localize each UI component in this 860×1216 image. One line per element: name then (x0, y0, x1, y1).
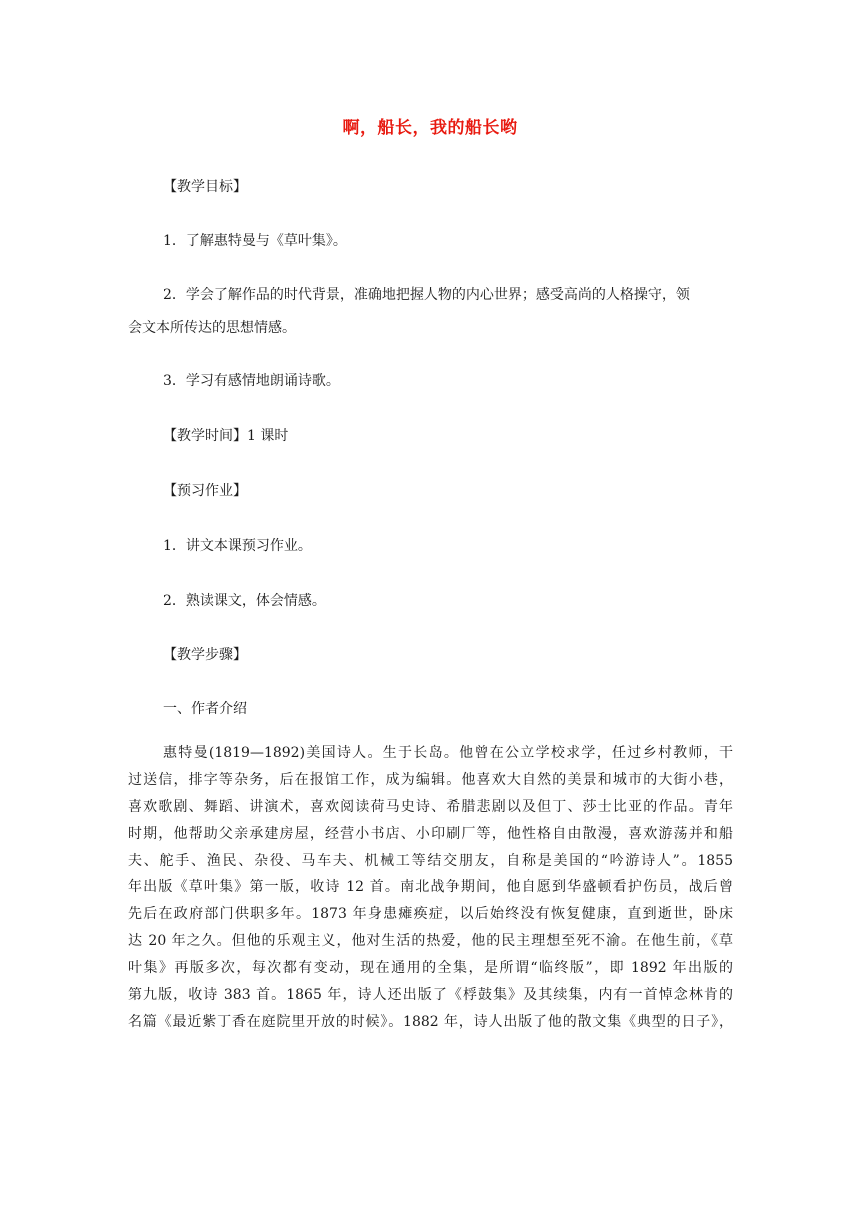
preview-item-2: 2．熟读课文，体会情感。 (163, 593, 326, 609)
section-heading-steps: 【教学步骤】 (163, 647, 247, 663)
goal-item-2-line-1: 2．学会了解作品的时代背景，准确地把握人物的内心世界；感受高尚的人格操守，领 (163, 287, 690, 303)
paragraph-line: 叶集》再版多次，每次都有变动，现在通用的全集，是所谓“临终版”，即 1892 年出版的 (128, 960, 733, 977)
section-heading-preview: 【预习作业】 (163, 483, 247, 499)
paragraph-line: 时期，他帮助父亲承建房屋，经营小书店、小印刷厂等，他性格自由散漫，喜欢游荡并和船 (128, 825, 733, 842)
paragraph-line: 达 20 年之久。但他的乐观主义，他对生活的热爱，他的民主理想至死不渝。在他生前，《草 (128, 933, 733, 950)
paragraph-line: 惠特曼(1819—1892)美国诗人。生于长岛。他曾在公立学校求学，任过乡村教师，干 (163, 745, 733, 761)
step-item-1: 一、作者介绍 (163, 701, 247, 717)
paragraph-line: 先后在政府部门供职多年。1873 年身患瘫痪症，以后始终没有恢复健康，直到逝世，卧床 (128, 906, 733, 923)
paragraph-line: 过送信，排字等杂务，后在报馆工作，成为编辑。他喜欢大自然的美景和城市的大街小巷， (128, 771, 733, 788)
goal-item-1: 1．了解惠特曼与《草叶集》。 (163, 233, 347, 249)
goal-item-3: 3．学习有感情地朗诵诗歌。 (163, 373, 340, 389)
paragraph-line: 第九版，收诗 383 首。1865 年，诗人还出版了《桴鼓集》及其续集，内有一首悼念林肯的 (128, 987, 733, 1004)
paragraph-line: 年出版《草叶集》第一版，收诗 12 首。南北战争期间，他自愿到华盛顿看护伤员，战后曾 (128, 879, 733, 896)
section-heading-goals: 【教学目标】 (163, 179, 247, 195)
document-title: 啊，船长，我的船长哟 (342, 118, 518, 138)
preview-item-1: 1．讲文本课预习作业。 (163, 538, 312, 554)
paragraph-line: 名篇《最近紫丁香在庭院里开放的时候》。1882 年，诗人出版了他的散文集《典型的日子》， (128, 1013, 733, 1030)
paragraph-line: 夫、舵手、渔民、杂役、马车夫、机械工等结交朋友，自称是美国的“吟游诗人”。1855 (128, 852, 733, 869)
goal-item-2-line-2: 会文本所传达的思想情感。 (128, 320, 296, 336)
author-intro-paragraph (128, 740, 733, 1036)
teaching-time: 【教学时间】1 课时 (163, 428, 289, 444)
paragraph-line: 喜欢歌剧、舞蹈、讲演术，喜欢阅读荷马史诗、希腊悲剧以及但丁、莎士比亚的作品。青年 (128, 798, 733, 815)
